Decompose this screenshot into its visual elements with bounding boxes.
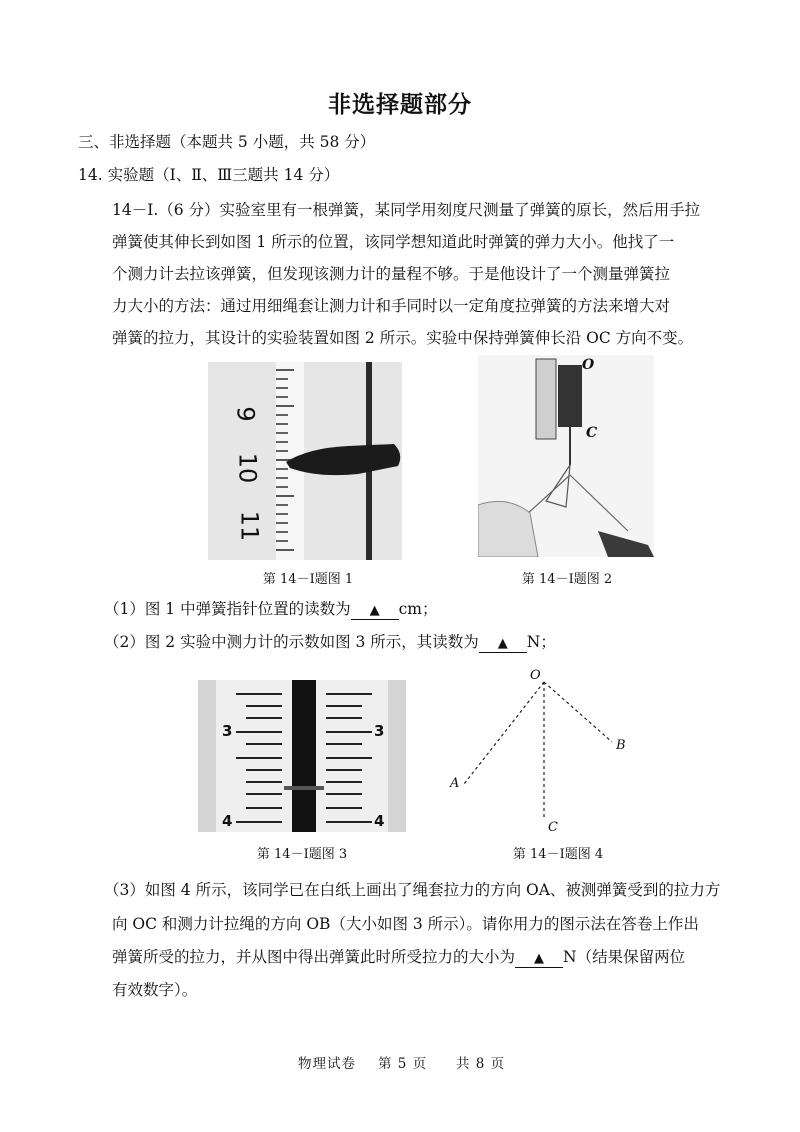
gauge-tick-3-left: 3 xyxy=(222,722,233,740)
question-1-answer-blank[interactable]: ▲ xyxy=(351,603,399,620)
footer-subject: 物理试卷 xyxy=(298,1056,356,1072)
footer-total-pages: 共 8 页 xyxy=(456,1056,506,1072)
paragraph-line-5: 弹簧的拉力，其设计的实验装置如图 2 所示。实验中保持弹簧伸长沿 OC 方向不变。 xyxy=(112,329,694,347)
apparatus-photo-graphic xyxy=(478,355,654,557)
fig2-label-o: O xyxy=(582,357,595,373)
figure-4-caption: 第 14－Ⅰ题图 4 xyxy=(512,847,604,862)
gauge-tick-4-left: 4 xyxy=(222,812,233,830)
gauge-tick-4-right: 4 xyxy=(374,812,385,830)
question-1-unit: cm； xyxy=(398,600,438,618)
paragraph-line-1: 14－Ⅰ.（6 分）实验室里有一根弹簧，某同学用刻度尺测量了弹簧的原长，然后用手拉 xyxy=(112,201,701,219)
paragraph-line-2: 弹簧使其伸长到如图 1 所示的位置，该同学想知道此时弹簧的弹力大小。他找了一 xyxy=(112,233,675,251)
question-3-line-3 xyxy=(112,945,685,968)
question-3-answer-blank[interactable]: ▲ xyxy=(515,951,563,968)
fig4-label-o: O xyxy=(530,668,541,683)
figure-1-caption: 第 14－Ⅰ题图 1 xyxy=(262,572,354,587)
section-heading: 三、非选择题（本题共 5 小题，共 58 分） xyxy=(78,133,376,151)
page-title: 非选择题部分 xyxy=(328,92,472,118)
gauge-tick-3-right: 3 xyxy=(374,722,385,740)
figure-4-diagram xyxy=(440,668,640,838)
question-3-text-suffix: N（结果保留两位 xyxy=(563,948,686,966)
question-3-line-4: 有效数字）。 xyxy=(112,981,198,999)
paragraph-line-3: 个测力计去拉该弹簧，但发现该测力计的量程不够。于是他设计了一个测量弹簧拉 xyxy=(112,265,671,283)
question-1-text: （1）图 1 中弹簧指针位置的读数为 xyxy=(104,600,351,618)
question-3-line-1: （3）如图 4 所示，该同学已在白纸上画出了绳套拉力的方向 OA、被测弹簧受到的拉力方 xyxy=(104,881,721,899)
figure-2-caption: 第 14－Ⅰ题图 2 xyxy=(521,572,613,587)
question-2-answer-blank[interactable]: ▲ xyxy=(479,636,527,653)
figure-3-photo xyxy=(198,680,406,832)
fig4-label-b: B xyxy=(616,738,626,753)
question-3-text: 弹簧所受的拉力，并从图中得出弹簧此时所受拉力的大小为 xyxy=(112,948,516,966)
question-2 xyxy=(104,632,556,653)
ruler-tick-11: 11 xyxy=(235,510,264,542)
question-2-text: （2）图 2 实验中测力计的示数如图 3 所示，其读数为 xyxy=(104,633,479,651)
question-3-line-2: 向 OC 和测力计拉绳的方向 OB（大小如图 3 所示）。请你用力的图示法在答卷上作出 xyxy=(112,915,699,933)
ruler-tick-10: 10 xyxy=(233,452,262,484)
line-oa xyxy=(464,682,544,784)
fig4-label-a: A xyxy=(450,776,460,791)
paragraph-line-4: 力大小的方法：通过用细绳套让测力计和手同时以一定角度拉弹簧的方法来增大对 xyxy=(112,297,671,315)
ruler-tick-9: 9 xyxy=(231,406,260,422)
line-ob xyxy=(544,682,612,742)
figure-3-caption: 第 14－Ⅰ题图 3 xyxy=(256,847,348,862)
fig2-label-c: C xyxy=(586,425,598,441)
fig4-label-c: C xyxy=(548,820,558,835)
footer-page-number: 第 5 页 xyxy=(378,1056,428,1072)
figure-2-photo xyxy=(478,355,654,557)
question-1 xyxy=(104,599,437,620)
force-gauge-graphic xyxy=(198,680,406,832)
question-intro: 14. 实验题（Ⅰ、Ⅱ、Ⅲ三题共 14 分） xyxy=(78,166,340,184)
question-2-unit: N； xyxy=(526,633,556,651)
figure-1-photo xyxy=(208,362,402,560)
